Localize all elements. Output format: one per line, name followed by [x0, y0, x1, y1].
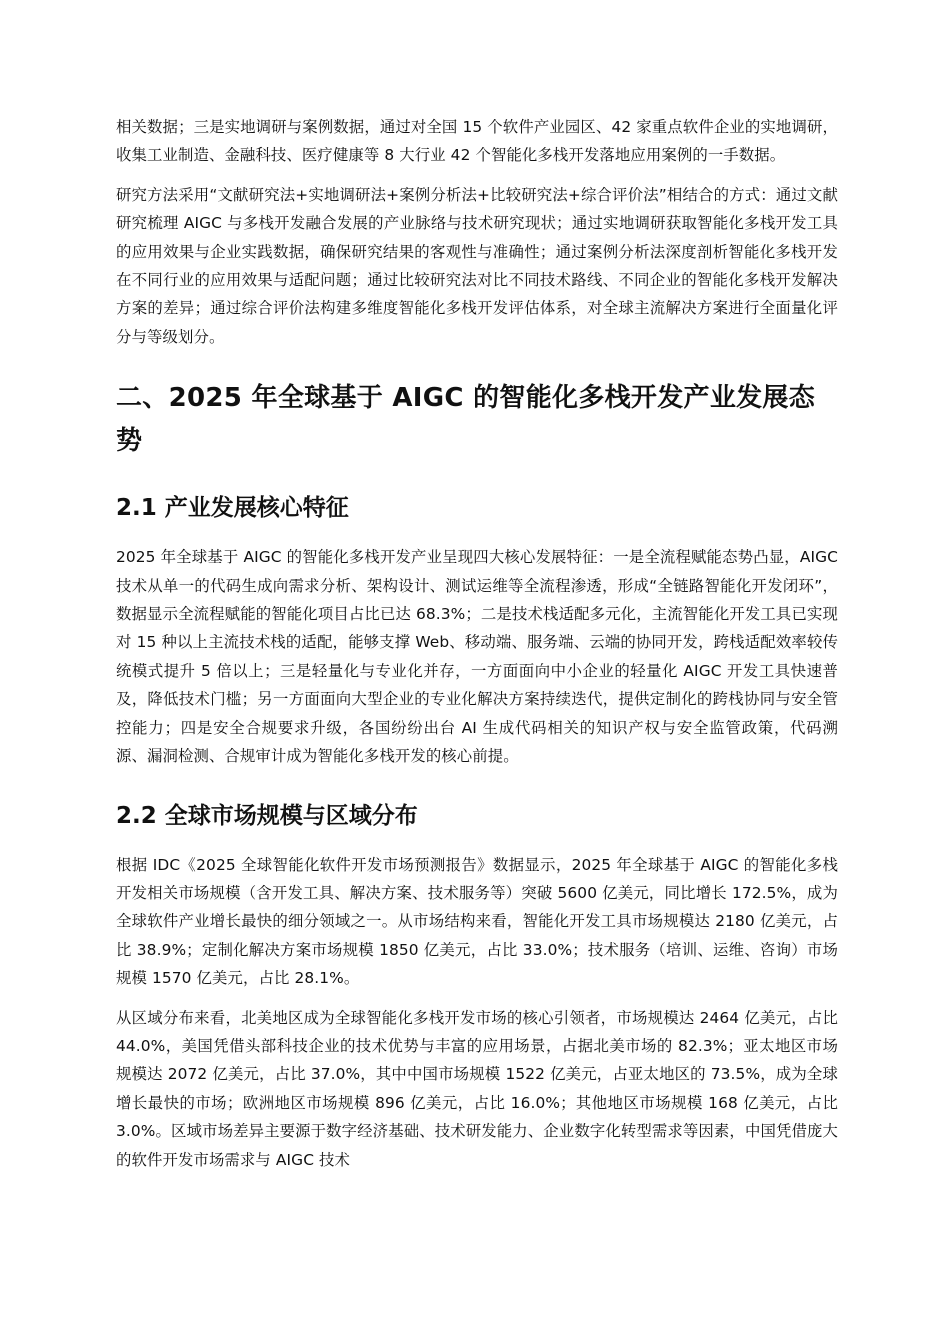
intro-paragraph-1: 相关数据；三是实地调研与案例数据，通过对全国 15 个软件产业园区、42 家重点软件企业的实地调研，收集工业制造、金融科技、医疗健康等 8 大行业 42 个智能化多栈开发落地应用案例的一手数据。: [116, 118, 838, 165]
section-2-1-title: 2.1 产业发展核心特征: [116, 495, 349, 522]
document-page: [116, 113, 838, 1185]
intro-paragraph-2: 研究方法采用“文献研究法+实地调研法+案例分析法+比较研究法+综合评价法”相结合的方式：通过文献研究梳理 AIGC 与多栈开发融合发展的产业脉络与技术研究现状；通过实地调研获取智能化多栈开发工具的应用效果与企业实践数据，确保研究结果的客观性与准确性；通过案例分析法深度剖析智能化多栈开发在不同行业的应用效果与适配问题；通过比较研究法对比不同技术路线、不同企业的智能化多栈开发解决方案的差异；通过综合评价法构建多维度智能化多栈开发评估体系，对全球主流解决方案进行全面量化评分与等级划分。: [116, 185, 838, 346]
section-2-2-paragraph-1: 根据 IDC《2025 全球智能化软件开发市场预测报告》数据显示，2025 年全球基于 AIGC 的智能化多栈开发相关市场规模（含开发工具、解决方案、技术服务等）突破 5600 亿美元，同比增长 172.5%，成为全球软件产业增长最快的细分领域之一。从市场结构来看，智能化开发工具市场规模达 2180 亿美元，占比 38.9%；定制化解决方案市场规模 1850 亿美元，占比 33.0%；技术服务（培训、运维、咨询）市场规模 1570 亿美元，占比 28.1%。: [116, 855, 838, 988]
section-2-2-paragraph-2: 从区域分布来看，北美地区成为全球智能化多栈开发市场的核心引领者，市场规模达 2464 亿美元，占比 44.0%，美国凭借头部科技企业的技术优势与丰富的应用场景，占据北美市场的 82.3%；亚太地区市场规模达 2072 亿美元，占比 37.0%，其中中国市场规模 1522 亿美元，占亚太地区的 73.5%，成为全球增长最快的市场；欧洲地区市场规模 896 亿美元，占比 16.0%；其他地区市场规模 168 亿美元，占比 3.0%。区域市场差异主要源于数字经济基础、技术研发能力、企业数字化转型需求等因素，中国凭借庞大的软件开发市场需求与 AIGC 技术: [116, 1008, 838, 1169]
section-2-2-title: 2.2 全球市场规模与区域分布: [116, 802, 418, 829]
section-2-1-paragraph-1: 2025 年全球基于 AIGC 的智能化多栈开发产业呈现四大核心发展特征：一是全流程赋能态势凸显，AIGC 技术从单一的代码生成向需求分析、架构设计、测试运维等全流程渗透，形成“全链路智能化开发闭环”，数据显示全流程赋能的智能化项目占比已达 68.3%；二是技术栈适配多元化，主流智能化开发工具已实现对 15 种以上主流技术栈的适配，能够支撑 Web、移动端、服务端、云端的协同开发，跨栈适配效率较传统模式提升 5 倍以上；三是轻量化与专业化并存，一方面面向中小企业的轻量化 AIGC 开发工具快速普及，降低技术门槛；另一方面面向大型企业的专业化解决方案持续迭代，提供定制化的跨栈协同与安全管控能力；四是安全合规要求升级，各国纷纷出台 AI 生成代码相关的知识产权与安全监管政策，代码溯源、漏洞检测、合规审计成为智能化多栈开发的核心前提。: [116, 548, 838, 766]
chapter-2-title: 二、2025 年全球基于 AIGC 的智能化多栈开发产业发展态势: [116, 383, 816, 457]
